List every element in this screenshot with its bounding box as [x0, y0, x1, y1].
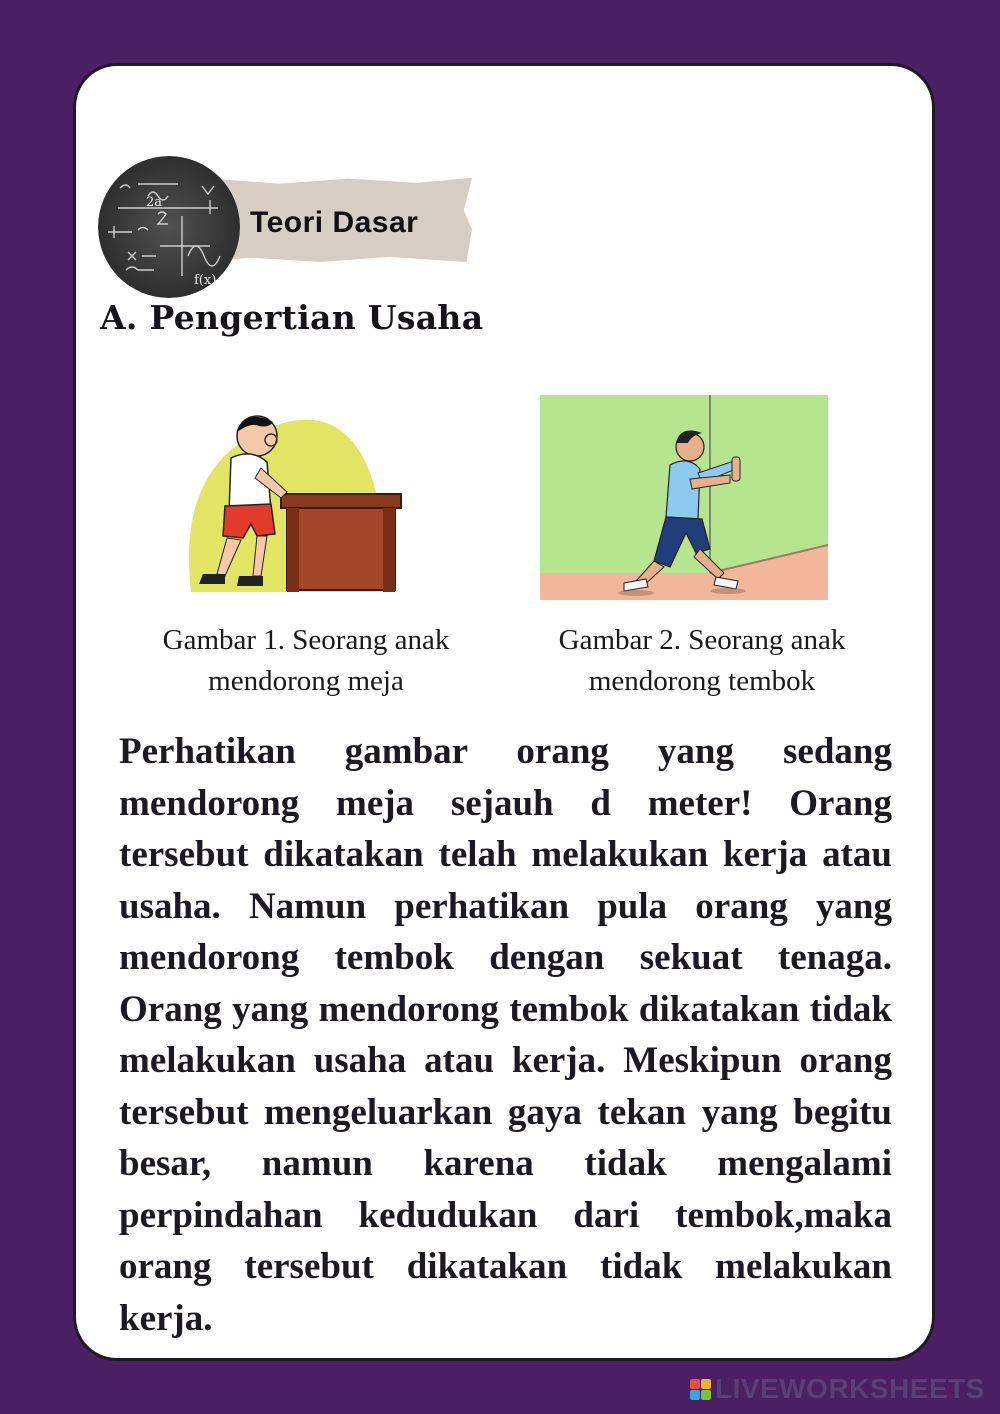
- chalkboard-math-image: [98, 156, 240, 298]
- tag-label: Teori Dasar: [250, 206, 419, 239]
- watermark-brand: LIVEWORKSHEETS: [715, 1373, 985, 1404]
- liveworksheets-logo-icon: [690, 1379, 711, 1400]
- figure-2-man-pushing-wall: [540, 395, 828, 600]
- figure-2-caption-line-2: mendorong tembok: [588, 665, 816, 697]
- figure-1-caption: [106, 620, 506, 702]
- figure-1-caption-line-2: mendorong meja: [208, 665, 404, 697]
- liveworksheets-watermark: [690, 1374, 985, 1404]
- figure-2-caption: [502, 620, 902, 702]
- figure-1-child-pushing-table: [121, 402, 471, 602]
- figure-1-caption-line-1: Gambar 1. Seorang anak: [162, 624, 450, 656]
- svg-text:f(x): f(x): [194, 273, 217, 288]
- svg-text:2a: 2a: [146, 195, 163, 210]
- body-paragraph: Perhatikan gambar orang yang sedang mendorong meja sejauh d meter! Orang tersebut dikatakan telah melakukan kerja atau usaha. Namun perhatikan pula orang yang mendorong tembok dengan sekuat tenaga. Orang yang mendorong tembok dikatakan tidak melakukan usaha atau kerja. Meskipun orang tersebut mengeluarkan gaya tekan yang begitu besar, namun karena tidak mengalami perpindahan kedudukan dari tembok,maka orang tersebut dikatakan tidak melakukan kerja.: [119, 731, 892, 1339]
- figure-2-caption-line-1: Gambar 2. Seorang anak: [558, 624, 846, 656]
- section-title: A. Pengertian Usaha: [100, 298, 484, 337]
